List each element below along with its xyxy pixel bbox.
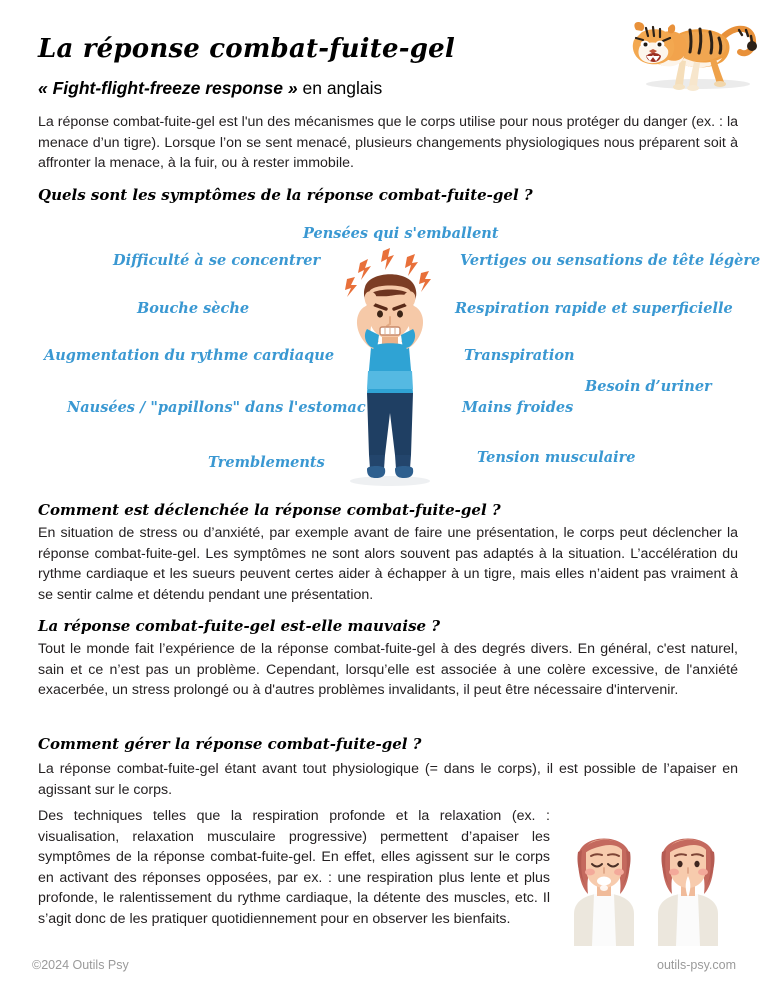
symptom-label: Difficulté à se concentrer [113, 252, 321, 269]
woman-exhaling [574, 839, 634, 947]
section-body-how-to-manage: La réponse combat-fuite-gel étant avant tout physiologique (= dans le corps), il est possible de l’apaiser en agissant sur le corps. [38, 761, 738, 798]
symptom-label: Respiration rapide et superficielle [455, 300, 733, 317]
relaxation-illustration [556, 806, 742, 946]
symptom-label: Mains froides [462, 399, 574, 416]
page-subtitle [38, 78, 382, 99]
subtitle-suffix: en anglais [297, 78, 383, 98]
page-title: La réponse combat-fuite-gel [38, 34, 455, 64]
symptom-label: Nausées / "papillons" dans l'estomac [67, 399, 366, 416]
woman-inhaling [658, 839, 718, 947]
section-heading-how-to-manage: Comment gérer la réponse combat-fuite-gel ? [38, 735, 422, 753]
section-heading-is-it-bad: La réponse combat-fuite-gel est-elle mauvaise ? [38, 617, 441, 635]
symptom-label: Transpiration [464, 347, 575, 364]
section-body-is-it-bad: Tout le monde fait l’expérience de la réponse combat-fuite-gel à des degrés divers. En général, c'est naturel, sain et ce n’est pas un problème. Cependant, lorsqu’elle est associée à une colère excessive, de l'anxiété exacerbée, un stress prolongé ou à d'autres problèmes invalidants, il peut être nécessaire d'intervenir. [38, 641, 738, 698]
footer-copyright: ©2024 Outils Psy [32, 958, 129, 972]
footer-website[interactable]: outils-psy.com [657, 958, 736, 972]
intro-paragraph: La réponse combat-fuite-gel est l'un des mécanismes que le corps utilise pour nous protéger du danger (ex. : la menace d’un tigre). Lorsque l’on se sent menacé, plusieurs changements physiologiques nous préparent soit à affronter la menace, à la fuir, ou à rester immobile. [38, 114, 738, 171]
section-body-techniques: Des techniques telles que la respiration profonde et la relaxation (ex. : visualisation, relaxation musculaire progressive) permettent d’apaiser les symptômes de la réponse combat-fuite-gel. En effet, elles agissent sur le corps en activant des réponses opposées, par ex. : une respiration plus lente et plus profonde, le ralentissement du rythme cardiaque, la détente des muscles, etc. Il s’agit donc de les pratiquer quotidiennement pour en observer les bienfaits. [38, 808, 550, 927]
subtitle-english-term: « Fight-flight-freeze response » [38, 78, 298, 98]
tiger-illustration [620, 6, 760, 92]
symptom-label: Tension musculaire [477, 449, 636, 466]
symptoms-heading: Quels sont les symptômes de la réponse combat-fuite-gel ? [38, 186, 533, 204]
section-body-trigger: En situation de stress ou d’anxiété, par exemple avant de faire une présentation, le corps peut déclencher la réponse combat-fuite-gel. Les symptômes ne sont alors souvent pas adaptés à la situation. L’accélération du rythme cardiaque et les sueurs peuvent certes aider à échapper à un tigre, mais elles n’aident pas vraiment à se sentir calme et détendu pendant une présentation. [38, 525, 738, 603]
symptom-label: Vertiges ou sensations de tête légère [460, 252, 761, 269]
symptom-label: Bouche sèche [137, 300, 250, 317]
symptom-label: Tremblements [208, 454, 325, 471]
symptom-label: Augmentation du rythme cardiaque [44, 347, 335, 364]
stressed-man-illustration [325, 243, 455, 488]
symptom-label: Pensées qui s'emballent [303, 225, 499, 242]
section-heading-trigger: Comment est déclenchée la réponse combat-fuite-gel ? [38, 501, 501, 519]
symptom-label: Besoin d’uriner [585, 378, 712, 395]
